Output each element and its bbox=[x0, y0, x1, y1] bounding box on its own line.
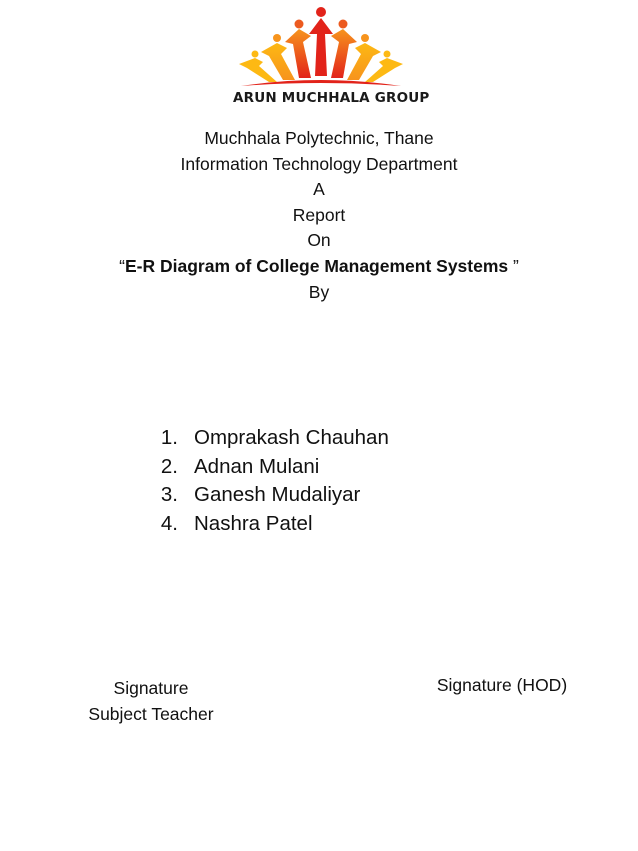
list-item bbox=[120, 453, 389, 482]
author-number: 3. bbox=[160, 483, 178, 506]
close-quote: ” bbox=[508, 255, 519, 276]
author-name: Ganesh Mudaliyar bbox=[194, 483, 361, 506]
subject-teacher-label: Subject Teacher bbox=[88, 703, 214, 724]
line-report: Report bbox=[292, 204, 346, 225]
line-on: On bbox=[307, 230, 331, 251]
author-name: Nashra Patel bbox=[194, 511, 313, 535]
department-name: Information Technology Department bbox=[180, 153, 458, 174]
list-item bbox=[120, 424, 389, 453]
hod-signature: Signature (HOD) bbox=[436, 675, 568, 695]
logo-text: ARUN MUCHHALA GROUP bbox=[233, 90, 430, 106]
author-number: 2. bbox=[160, 454, 178, 478]
author-name: Omprakash Chauhan bbox=[194, 426, 389, 449]
author-name: Adnan Mulani bbox=[194, 454, 320, 478]
list-item bbox=[120, 481, 389, 510]
author-list bbox=[120, 424, 389, 538]
report-title bbox=[0, 254, 638, 280]
open-quote: “ bbox=[119, 255, 125, 276]
line-a: A bbox=[313, 179, 325, 200]
list-item bbox=[120, 510, 389, 539]
subject-teacher-signature bbox=[74, 676, 228, 727]
signature-label: Signature bbox=[113, 678, 189, 698]
author-number: 1. bbox=[160, 426, 178, 449]
logo-figures-icon bbox=[233, 4, 408, 92]
title-block bbox=[0, 126, 638, 305]
company-logo bbox=[233, 4, 430, 108]
report-title-text: E-R Diagram of College Management Systems bbox=[124, 255, 509, 276]
author-number: 4. bbox=[160, 511, 178, 535]
line-by: By bbox=[308, 281, 330, 302]
institute-name: Muchhala Polytechnic, Thane bbox=[204, 128, 434, 148]
